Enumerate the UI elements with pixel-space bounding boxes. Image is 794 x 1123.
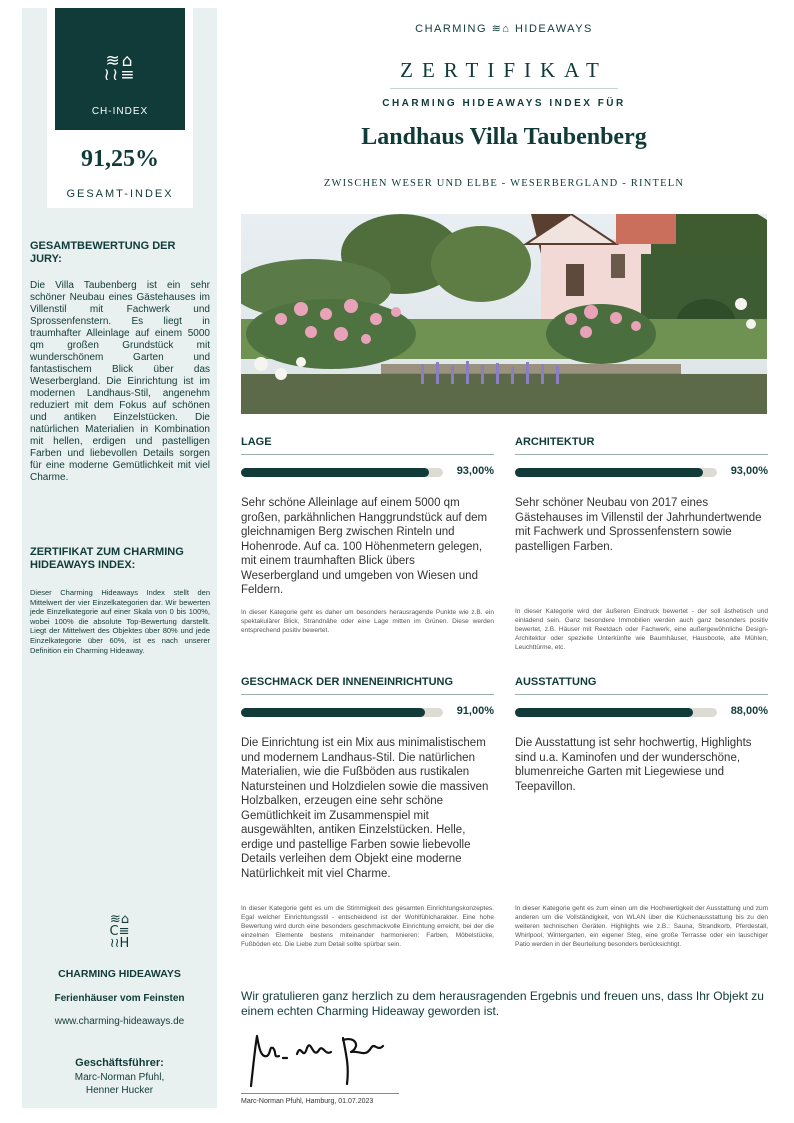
jury-heading: GESAMTBEWERTUNG DER JURY: <box>30 240 176 265</box>
category-divider <box>515 454 768 455</box>
score-value: 93,00% <box>456 465 494 477</box>
category-ausstattung <box>515 676 768 976</box>
certificate-subtitle: CHARMING HIDEAWAYS INDEX FÜR <box>382 98 626 109</box>
category-score-bar <box>241 704 494 724</box>
score-value: 93,00% <box>730 465 768 477</box>
total-index-label: GESAMT-INDEX <box>66 188 174 200</box>
category-geschmack <box>241 676 494 976</box>
category-title: LAGE <box>241 436 272 448</box>
category-divider <box>515 694 768 695</box>
score-value: 91,00% <box>456 705 494 717</box>
company-name: CHARMING HIDEAWAYS <box>58 968 181 980</box>
company-tagline: Ferienhäuser vom Feinsten <box>54 993 185 1004</box>
certificate-heading: ZERTIFIKAT ZUM CHARMING HIDEAWAYS INDEX: <box>30 546 184 571</box>
category-score-bar <box>241 464 494 484</box>
category-divider <box>241 694 494 695</box>
score-bar-track <box>241 708 443 717</box>
house-name: Landhaus Villa Taubenberg <box>361 124 647 150</box>
score-bar-track <box>515 468 717 477</box>
sidebar <box>22 8 217 1108</box>
score-bar-fill <box>515 708 693 717</box>
category-score-bar <box>515 464 768 484</box>
category-divider <box>241 454 494 455</box>
score-bar-track <box>515 708 717 717</box>
signature-caption: Marc-Norman Pfuhl, Hamburg, 01.07.2023 <box>241 1098 374 1105</box>
category-title: GESCHMACK DER INNENEINRICHTUNG <box>241 676 454 688</box>
category-text: Die Einrichtung ist ein Mix aus minimalistischem und modernem Landhaus-Stil. Die natürlichen Materialien, wie die Fußböden aus rustikalen Natursteinen und Holzdielen sowie die massiven Holzbalken, erzeugen eine sehr schöne Gemütlichkeit im Zusammenspiel mit ausgewählten, antiken Einzelstücken. Helle, erdige und pastellige Farben sowie liebevolle Details verleihen dem Objekt eine moderne Natürlichkeit mit viel Charme. <box>241 737 489 880</box>
category-architektur <box>515 436 768 651</box>
badge-label: CH-INDEX <box>91 106 149 117</box>
score-bar-fill <box>241 468 429 477</box>
signature-line <box>241 1093 399 1094</box>
brand-header: CHARMING ≋⌂ HIDEAWAYS <box>415 23 593 35</box>
category-note: In dieser Kategorie geht es zum einen um die Hochwertigkeit der Ausstattung und zum anderen um die Vollständigkeit, von WLAN über die Küchenausstattung bis zu den weiteren technischen Geräten. Highlights wie z.B.: Sauna, Strandkorb, Pferdestall, Whirlpool, Wintergarten, ein eigener Steg, eine große Terrasse oder ein lauschiger Patio werden in der Beurteilung besonders berücksichtigt. <box>515 905 768 948</box>
company-logo-icon: ≋⌂ C≡ ≀≀H <box>109 912 130 951</box>
badge-dark-panel <box>55 8 185 130</box>
category-note: In dieser Kategorie geht es daher um besonders herausragende Punkte wie z.B. ein spektakulärer Blick, Strandnähe oder eine Lage mitten im Grünen. Diese werden entsprechend positiv bewertet. <box>241 609 494 634</box>
house-photo <box>241 214 767 414</box>
house-location: ZWISCHEN WESER UND ELBE - WESERBERGLAND - RINTELN <box>323 178 685 189</box>
score-bar-track <box>241 468 443 477</box>
certificate-title: ZERTIFIKAT <box>400 58 608 82</box>
category-title: AUSSTATTUNG <box>515 676 597 688</box>
managers-line-2: Henner Hucker <box>85 1085 154 1096</box>
company-website-link[interactable]: www.charming-hideaways.de <box>54 1016 185 1027</box>
garden-photo-illustration <box>241 214 767 414</box>
title-divider <box>390 88 618 89</box>
category-title: ARCHITEKTUR <box>515 436 595 448</box>
total-index-value: 91,25% <box>81 146 159 172</box>
certificate-text: Dieser Charming Hideaways Index stellt den Mittelwert der vier Einzelkategorien dar. Wir bewerten jede Einzelkategorie auf einer Skala von 0 bis 100%, wobei 100% die absolute Top-Bewertung darstellt. Liegt der Mittelwert des Objektes über 80% und jede Einzelkategorie über 60%, ist es nach unserer Definition ein Charming Hideaway. <box>30 588 210 655</box>
score-bar-fill <box>515 468 703 477</box>
index-badge <box>47 8 193 208</box>
category-text: Sehr schöne Alleinlage auf einem 5000 qm großen, parkähnlichen Hanggrundstück auf dem gleichnamigen Berg zwischen Rinteln und Hohenrode. Auf ca. 100 Höhenmetern gelegen, mit einem traumhaften Blick übers Weserbergland und umgeben von Wiesen und Feldern. <box>241 497 488 596</box>
category-text: Die Ausstattung ist sehr hochwertig, Highlights sind u.a. Kaminofen und der wunderschöne, blumenreiche Garten mit Liegewiese und Teepavillon. <box>515 737 752 793</box>
jury-text: Die Villa Taubenberg ist ein sehr schöner Neubau eines Gästehauses im Villenstil mit Fachwerk und Sprossenfenstern. Es liegt in traumhafter Alleinlage auf einem 5000 qm großen Grundstück mit wunderschönem Garten und fantastischem Blick über das Weserbergland. Die Einrichtung ist im modernen Landhaus-Stil, angenehm reduziert mit dem Fokus auf schönen und antiken Einzelstücken. Die natürlichen Materialien in Kombination mit hellen, erdigen und pastelligen Farben und liebevollen Details sorgen für eine moderne Gemütlichkeit mit viel Charme. <box>30 280 210 483</box>
signature-image <box>243 1028 403 1090</box>
category-note: In dieser Kategorie wird der äußeren Eindruck bewertet - der soll ästhetisch und einladend sein. Ganz besondere Immobilien werden auch ganz besonders positiv bewertet, z.B. Häuser mit Reetdach oder Fachwerk, eine außergewöhnliche Design-Architektur oder spezielle Unterkünfte wie Baumhäuser, Hausboote, alte Mühlen, Leuchttürme, etc. <box>515 608 768 651</box>
score-value: 88,00% <box>730 705 768 717</box>
congratulations-text: Wir gratulieren ganz herzlich zu dem herausragenden Ergebnis und freuen uns, dass Ihr Objekt zu einem echten Charming Hideaway geworden ist. <box>241 989 764 1018</box>
category-score-bar <box>515 704 768 724</box>
score-bar-fill <box>241 708 425 717</box>
managers-line-1: Marc-Norman Pfuhl, <box>74 1072 165 1083</box>
brand-logo-icon: ≋⌂ ≀≀≡ <box>103 51 137 85</box>
managers-heading: Geschäftsführer: <box>75 1057 164 1069</box>
category-note: In dieser Kategorie geht es um die Stimmigkeit des gesamten Einrichtungskonzeptes. Egal welcher Einrichtungsstil - entscheidend ist der Wohlfühlcharakter. Eine hohe Bewertung wird durch eine besonders geschmackvolle Einrichtung erreicht, bei der die einzelnen Elemente bestens miteinander harmonieren: Farben, Möbelstücke, Fußböden etc. Die Liebe zum Detail sollte spürbar sein. <box>241 905 494 948</box>
category-text: Sehr schöner Neubau von 2017 eines Gästehauses im Villenstil der Jahrhundertwende mit Fachwerk und Sprossenfenstern sowie pastelligen Farben. <box>515 497 762 553</box>
category-lage <box>241 436 494 646</box>
